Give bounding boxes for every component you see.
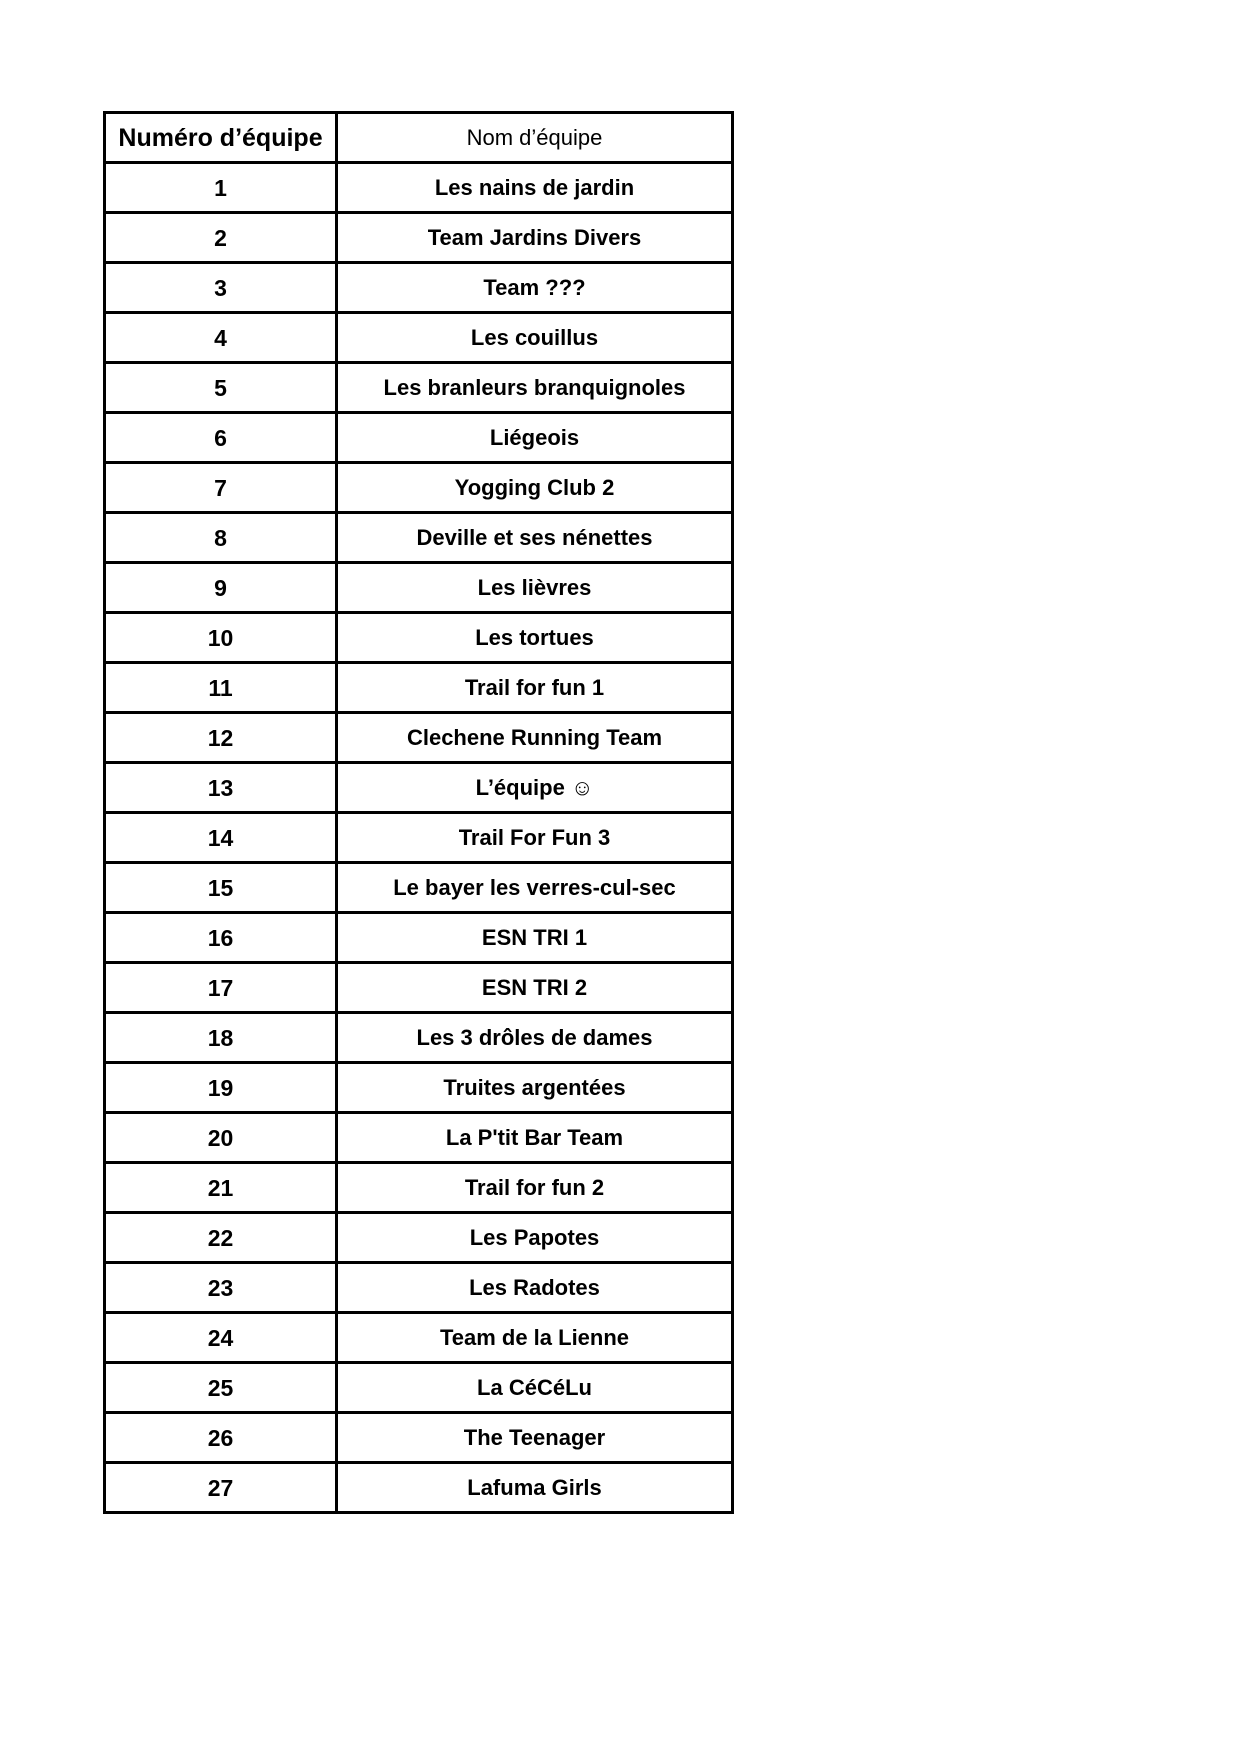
table-row — [105, 1263, 733, 1313]
team-name-cell: Les couillus — [337, 313, 733, 363]
team-number-cell: 6 — [105, 413, 337, 463]
team-number-cell: 26 — [105, 1413, 337, 1463]
teams-table — [103, 111, 734, 1514]
team-name-cell: La P'tit Bar Team — [337, 1113, 733, 1163]
table-row — [105, 663, 733, 713]
team-number-cell: 25 — [105, 1363, 337, 1413]
table-row — [105, 713, 733, 763]
table-row — [105, 763, 733, 813]
table-row — [105, 1113, 733, 1163]
team-name-cell: Trail for fun 1 — [337, 663, 733, 713]
team-number-cell: 3 — [105, 263, 337, 313]
team-name-cell: Clechene Running Team — [337, 713, 733, 763]
table-body — [105, 163, 733, 1513]
team-name-cell: Les lièvres — [337, 563, 733, 613]
team-number-cell: 20 — [105, 1113, 337, 1163]
team-name-cell: Liégeois — [337, 413, 733, 463]
table-row — [105, 863, 733, 913]
team-name-cell: Trail For Fun 3 — [337, 813, 733, 863]
team-name-cell: Yogging Club 2 — [337, 463, 733, 513]
table-row — [105, 163, 733, 213]
table-row — [105, 213, 733, 263]
team-name-cell: The Teenager — [337, 1413, 733, 1463]
team-number-cell: 16 — [105, 913, 337, 963]
table-row — [105, 563, 733, 613]
team-name-cell: Deville et ses nénettes — [337, 513, 733, 563]
team-number-cell: 18 — [105, 1013, 337, 1063]
team-number-cell: 17 — [105, 963, 337, 1013]
table-row — [105, 413, 733, 463]
table-row — [105, 1313, 733, 1363]
team-number-cell: 21 — [105, 1163, 337, 1213]
table-row — [105, 963, 733, 1013]
team-name-cell: Les branleurs branquignoles — [337, 363, 733, 413]
team-number-cell: 11 — [105, 663, 337, 713]
team-name-cell: Les tortues — [337, 613, 733, 663]
team-number-cell: 27 — [105, 1463, 337, 1513]
team-name-cell: Team Jardins Divers — [337, 213, 733, 263]
table-row — [105, 1013, 733, 1063]
table-row — [105, 1463, 733, 1513]
team-name-cell: Les Radotes — [337, 1263, 733, 1313]
table-row — [105, 1063, 733, 1113]
team-number-cell: 15 — [105, 863, 337, 913]
table-row — [105, 813, 733, 863]
team-number-cell: 22 — [105, 1213, 337, 1263]
table-row — [105, 613, 733, 663]
team-name-cell: L’équipe ☺ — [337, 763, 733, 813]
table-row — [105, 1413, 733, 1463]
team-name-cell: Truites argentées — [337, 1063, 733, 1113]
team-name-cell: Trail for fun 2 — [337, 1163, 733, 1213]
team-name-cell: Lafuma Girls — [337, 1463, 733, 1513]
team-number-cell: 4 — [105, 313, 337, 363]
team-number-cell: 5 — [105, 363, 337, 413]
table-row — [105, 513, 733, 563]
table-row — [105, 363, 733, 413]
team-number-cell: 19 — [105, 1063, 337, 1113]
table-row — [105, 913, 733, 963]
team-number-cell: 1 — [105, 163, 337, 213]
team-name-cell: ESN TRI 1 — [337, 913, 733, 963]
header-team-number: Numéro d’équipe — [105, 113, 337, 163]
table-row — [105, 263, 733, 313]
team-name-cell: La CéCéLu — [337, 1363, 733, 1413]
table-row — [105, 463, 733, 513]
team-number-cell: 9 — [105, 563, 337, 613]
table-row — [105, 313, 733, 363]
table-row — [105, 1363, 733, 1413]
team-number-cell: 10 — [105, 613, 337, 663]
team-number-cell: 23 — [105, 1263, 337, 1313]
table-row — [105, 1163, 733, 1213]
team-name-cell: Team ??? — [337, 263, 733, 313]
table-header — [105, 113, 733, 163]
team-name-cell: Les nains de jardin — [337, 163, 733, 213]
team-number-cell: 13 — [105, 763, 337, 813]
header-team-name: Nom d’équipe — [337, 113, 733, 163]
team-number-cell: 7 — [105, 463, 337, 513]
team-name-cell: Le bayer les verres-cul-sec — [337, 863, 733, 913]
team-number-cell: 24 — [105, 1313, 337, 1363]
team-number-cell: 12 — [105, 713, 337, 763]
team-number-cell: 14 — [105, 813, 337, 863]
team-number-cell: 8 — [105, 513, 337, 563]
team-number-cell: 2 — [105, 213, 337, 263]
team-name-cell: ESN TRI 2 — [337, 963, 733, 1013]
team-name-cell: Team de la Lienne — [337, 1313, 733, 1363]
header-row — [105, 113, 733, 163]
team-name-cell: Les Papotes — [337, 1213, 733, 1263]
team-name-cell: Les 3 drôles de dames — [337, 1013, 733, 1063]
table-row — [105, 1213, 733, 1263]
